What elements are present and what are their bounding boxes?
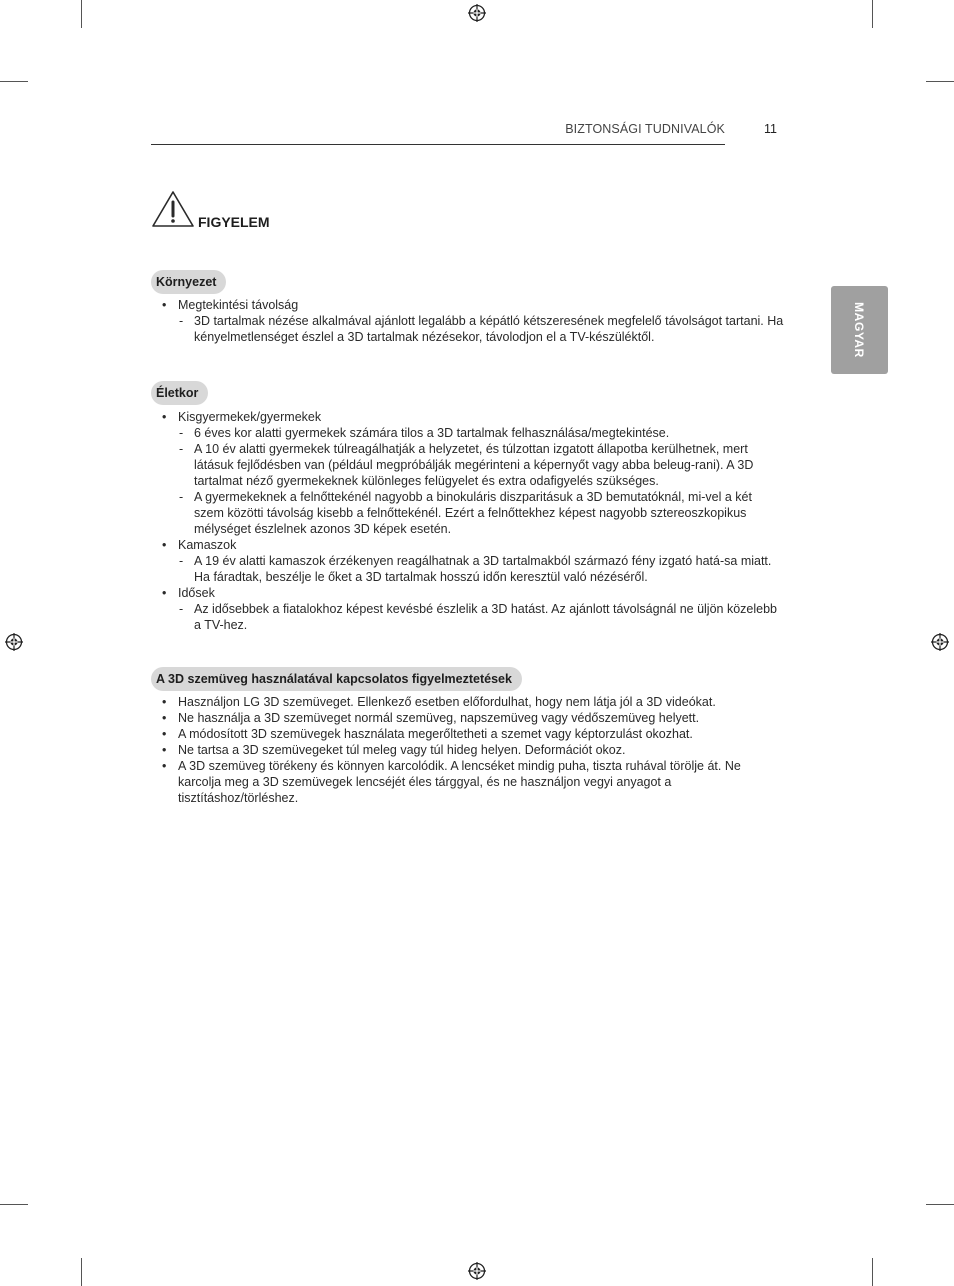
crop-mark bbox=[0, 1204, 28, 1205]
environment-list bbox=[160, 297, 785, 345]
list-item bbox=[160, 710, 785, 726]
sub-list-item bbox=[160, 553, 785, 585]
warning-title: FIGYELEM bbox=[198, 214, 270, 230]
page-number: 11 bbox=[764, 122, 777, 136]
list-item bbox=[160, 537, 785, 553]
warning-triangle-icon bbox=[151, 190, 195, 233]
list-item bbox=[160, 409, 785, 425]
sub-list-item bbox=[160, 601, 785, 633]
section-label-3d-glasses: A 3D szemüveg használatával kapcsolatos figyelmeztetések bbox=[151, 667, 522, 691]
sub-list-item-text: - A gyermekeknek a felnőttekénél nagyobb a binokuláris diszparitásuk a 3D bemutatóknál, mi-vel a két szem közötti távolság kisebb a felnőttekénél. Ezért a felnőttekhez képest nagyobb sztereoszkopikus mélységet észlelnek azonos 3D képek esetén. bbox=[194, 490, 752, 536]
sub-list-item bbox=[160, 313, 785, 345]
section-label-age: Életkor bbox=[151, 381, 208, 405]
list-item bbox=[160, 726, 785, 742]
list-item bbox=[160, 585, 785, 601]
list-item-text: • Kamaszok bbox=[178, 538, 237, 552]
language-tab-label: MAGYAR bbox=[852, 302, 866, 358]
registration-mark-icon bbox=[5, 633, 23, 651]
language-tab bbox=[831, 286, 888, 374]
crop-mark bbox=[0, 81, 28, 82]
header-divider bbox=[151, 144, 725, 145]
list-item-text: • Használjon LG 3D szemüveget. Ellenkező esetben előfordulhat, hogy nem látja jól a 3D videókat. bbox=[178, 695, 716, 709]
age-list bbox=[160, 409, 785, 633]
registration-mark-icon bbox=[931, 633, 949, 651]
sub-list-item-text: - A 10 év alatti gyermekek túlreagálhatják a helyzetet, és túlzottan izgatott állapotba kerülhetnek, mert látásuk fejlődésben van (például megpróbálják megérinteni a képernyőt vagy abba beleug-rani). A 3D tartalmat néző gyermekeknek különleges felügyelet és extra odafigyelés szükséges. bbox=[194, 442, 754, 488]
sub-list-item bbox=[160, 441, 785, 489]
list-item bbox=[160, 758, 785, 806]
crop-mark bbox=[926, 81, 954, 82]
crop-mark bbox=[872, 1258, 873, 1286]
sub-list-item-text: - Az idősebbek a fiatalokhoz képest kevésbé észlelik a 3D hatást. Az ajánlott távolságnál ne üljön közelebb a TV-hez. bbox=[194, 602, 778, 632]
sub-list-item bbox=[160, 489, 785, 537]
list-item-text: • Idősek bbox=[178, 586, 215, 600]
crop-mark bbox=[81, 1258, 82, 1286]
sub-list-item-text: - 6 éves kor alatti gyermekek számára tilos a 3D tartalmak felhasználása/megtekintése. bbox=[194, 426, 670, 440]
list-item-text: • Kisgyermekek/gyermekek bbox=[178, 410, 322, 424]
list-item bbox=[160, 297, 785, 313]
list-item-text: • A 3D szemüveg törékeny és könnyen karcolódik. A lencséket mindig puha, tiszta ruhával törölje át. Ne karcolja meg a 3D szemüvegek lencséjét éles tárggyal, és ne használjon vegyi anyagot a tisztításhoz/törléshez. bbox=[178, 759, 741, 805]
list-item-text: • A módosított 3D szemüvegek használata megerőltetheti a szemet vagy képtorzulást okozhat. bbox=[178, 727, 693, 741]
registration-mark-icon bbox=[468, 4, 486, 22]
list-item-text: • Megtekintési távolság bbox=[178, 298, 299, 312]
list-item bbox=[160, 742, 785, 758]
sub-list-item-text: - A 19 év alatti kamaszok érzékenyen reagálhatnak a 3D tartalmakból származó fény izgató hatá-sa miatt. Ha fáradtak, beszélje le őket a 3D tartalmak hosszú időn keresztül való nézéséről. bbox=[194, 554, 772, 584]
list-item-text: • Ne tartsa a 3D szemüvegeket túl meleg vagy túl hideg helyen. Deformációt okoz. bbox=[178, 743, 626, 757]
running-header: BIZTONSÁGI TUDNIVALÓK bbox=[565, 122, 725, 136]
section-label-environment: Környezet bbox=[151, 270, 226, 294]
crop-mark bbox=[872, 0, 873, 28]
crop-mark bbox=[81, 0, 82, 28]
crop-mark bbox=[926, 1204, 954, 1205]
list-item bbox=[160, 694, 785, 710]
list-item-text: • Ne használja a 3D szemüveget normál szemüveg, napszemüveg vagy védőszemüveg helyett. bbox=[178, 711, 700, 725]
sub-list-item bbox=[160, 425, 785, 441]
glasses-list bbox=[160, 694, 785, 806]
registration-mark-icon bbox=[468, 1262, 486, 1280]
sub-list-item-text: - 3D tartalmak nézése alkalmával ajánlott legalább a képátló kétszeresének megfelelő távolságot tartani. Ha kényelmetlenséget észlel a 3D tartalmak nézésekor, távolodjon el a TV-készüléktől. bbox=[194, 314, 784, 344]
